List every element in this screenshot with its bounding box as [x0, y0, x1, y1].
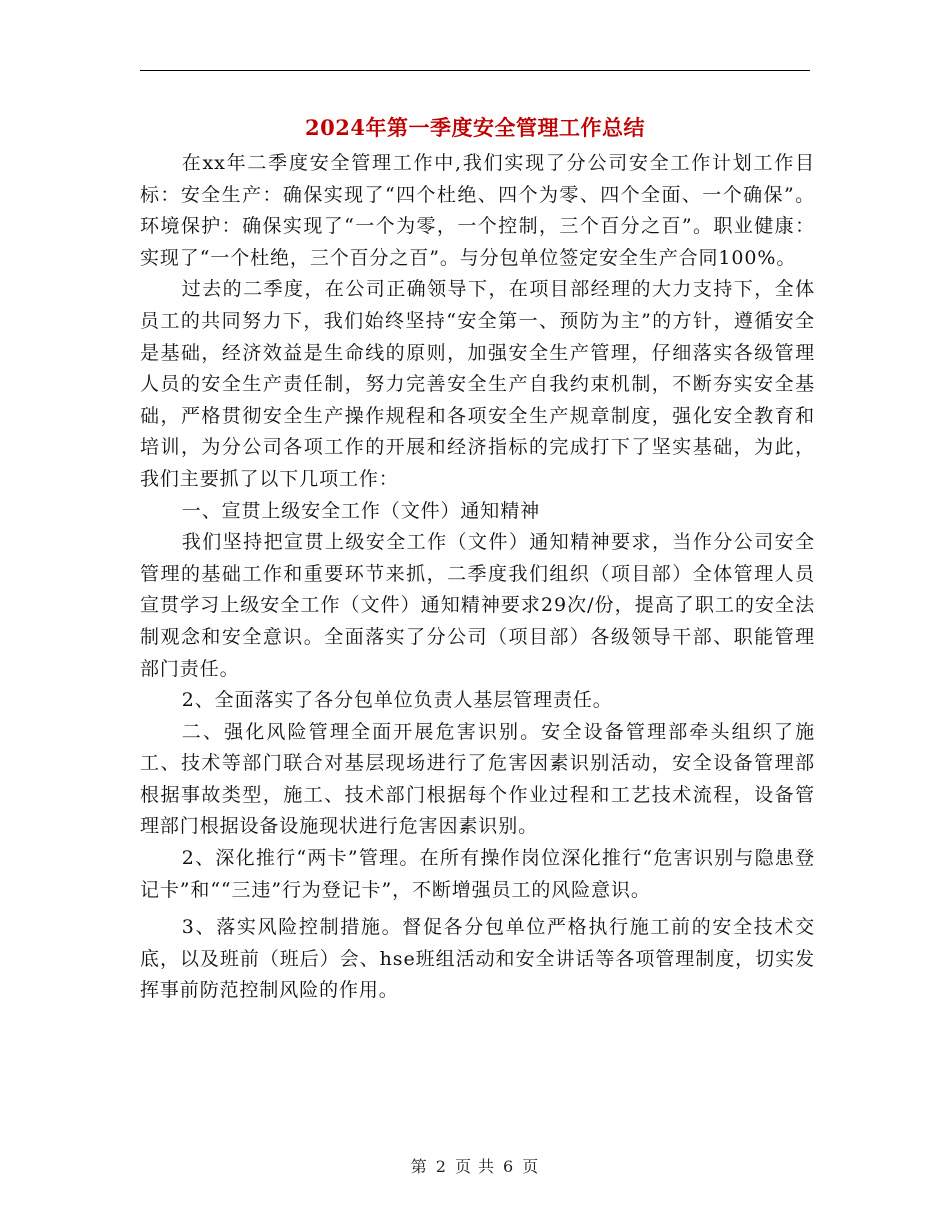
page-prefix: 第: [410, 1157, 428, 1176]
section-heading-1: 一、宣贯上级安全工作（文件）通知精神: [181, 499, 540, 522]
paragraph-item-2-2: 2、深化推行“两卡”管理。在所有操作岗位深化推行“危害识别与隐患登记卡”和““三违”行为登记卡”，不断增强员工的风险意识。: [140, 847, 815, 901]
document-body: [140, 148, 815, 1007]
paragraph-item-1-2: 2、全面落实了各分包单位负责人基层管理责任。: [181, 689, 613, 712]
section-heading-2: 二、强化风险管理全面开展危害识别。安全设备管理部牵头组织了施工、技术等部门联合对基层现场进行了危害因素识别活动，安全设备管理部根据事故类型，施工、技术部门根据每个作业过程和工艺技术流程，设备管理部门根据设备设施现状进行危害因素识别。: [140, 720, 815, 838]
page-number: 2: [435, 1157, 447, 1176]
paragraph-overview: 过去的二季度，在公司正确领导下，在项目部经理的大力支持下，全体员工的共同努力下，我们始终坚持“安全第一、预防为主”的方针，遵循安全是基础，经济效益是生命线的原则，加强安全生产管理，仔细落实各级管理人员的安全生产责任制，努力完善安全生产自我约束机制，不断夯实安全基础，严格贯彻安全生产操作规程和各项安全生产规章制度，强化安全教育和培训，为分公司各项工作的开展和经济指标的完成打下了坚实基础，为此，我们主要抓了以下几项工作：: [140, 278, 815, 490]
header-rule: [140, 70, 810, 71]
paragraph-item-2-3: 3、落实风险控制措施。督促各分包单位严格执行施工前的安全技术交底，以及班前（班后）会、hse班组活动和安全讲话等各项管理制度，切实发挥事前防范控制风险的作用。: [140, 916, 815, 1002]
page-middle: 页 共: [454, 1157, 496, 1176]
page-suffix: 页: [522, 1157, 540, 1176]
document-title: 2024年第一季度安全管理工作总结: [305, 115, 645, 140]
page-total: 6: [503, 1157, 515, 1176]
paragraph-intro: 在xx年二季度安全管理工作中,我们实现了分公司安全工作计划工作目标：安全生产：确保实现了“四个杜绝、四个为零、四个全面、一个确保”。环境保护：确保实现了“一个为零，一个控制，三个百分之百”。职业健康：实现了“一个杜绝，三个百分之百”。与分包单位签定安全生产合同100%。: [140, 152, 815, 269]
page-footer: [0, 1154, 950, 1177]
paragraph-section-1: 我们坚持把宣贯上级安全工作（文件）通知精神要求，当作分公司安全管理的基础工作和重要环节来抓，二季度我们组织（项目部）全体管理人员宣贯学习上级安全工作（文件）通知精神要求29次/份，提高了职工的安全法制观念和安全意识。全面落实了分公司（项目部）各级领导干部、职能管理部门责任。: [140, 531, 815, 680]
